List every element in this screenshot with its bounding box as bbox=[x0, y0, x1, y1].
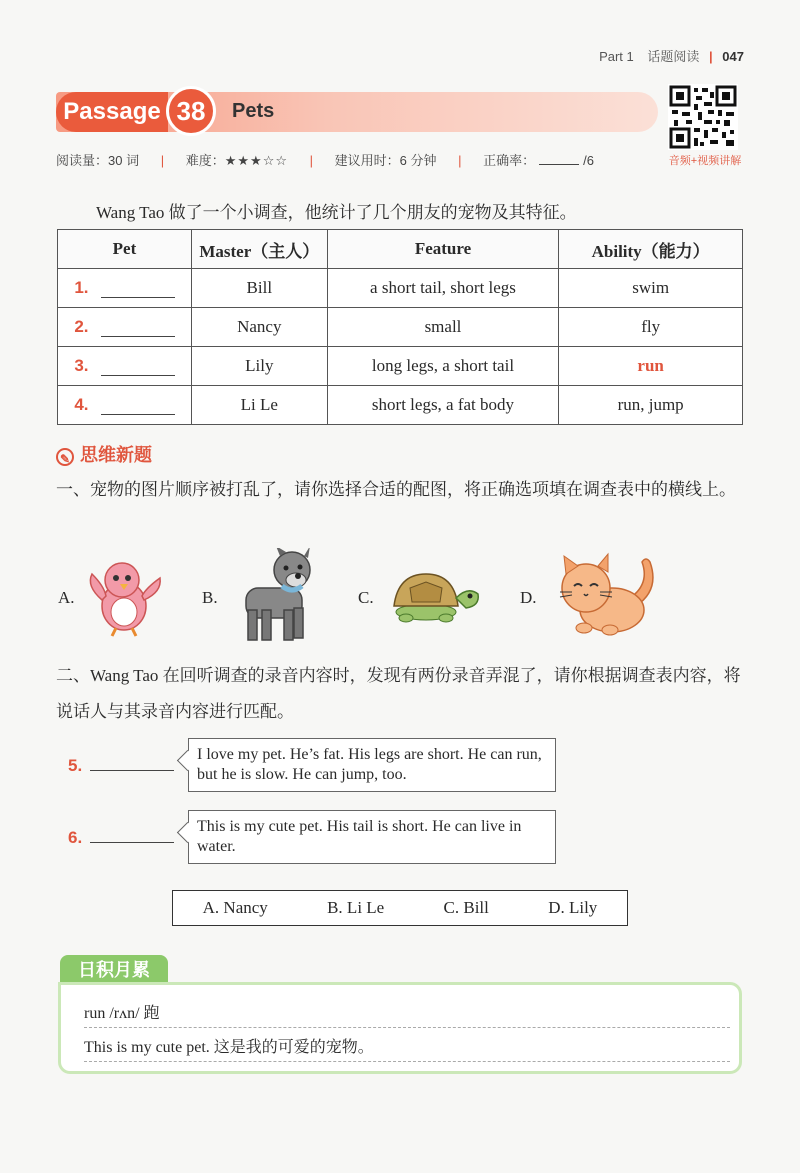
difficulty-label: 难度： bbox=[185, 153, 225, 168]
section-title bbox=[56, 441, 152, 467]
ability-cell: fly bbox=[559, 308, 743, 347]
daily-tag: 日积月累 bbox=[60, 955, 168, 985]
dog-icon bbox=[228, 548, 318, 649]
choice-b: B. Li Le bbox=[327, 898, 385, 917]
pet-answer-blank[interactable] bbox=[101, 359, 175, 376]
accuracy-label: 正确率： bbox=[483, 153, 536, 168]
ability-cell: swim bbox=[559, 269, 743, 308]
master-cell: Nancy bbox=[191, 308, 327, 347]
master-cell: Bill bbox=[191, 269, 327, 308]
pet-answer-blank[interactable] bbox=[101, 281, 175, 298]
intro-text: Wang Tao 做了一个小调查，他统计了几个朋友的宠物及其特征。 bbox=[96, 203, 577, 222]
option-d-label: D. bbox=[520, 588, 537, 607]
header-master: Master（主人） bbox=[191, 230, 327, 269]
passage-title: Pets bbox=[232, 100, 275, 122]
q5-speech-bubble: I love my pet. He’s fat. His legs are short. He can run, but he is slow. He can jump, too. bbox=[188, 738, 556, 792]
accuracy-total: /6 bbox=[583, 153, 594, 168]
page-number: 047 bbox=[722, 49, 744, 64]
master-cell: Li Le bbox=[191, 386, 327, 425]
feature-cell: short legs, a fat body bbox=[327, 386, 559, 425]
cat-icon bbox=[550, 550, 664, 645]
passage-number: 38 bbox=[166, 86, 216, 136]
q5-num-text: 5. bbox=[68, 756, 83, 775]
daily-line-2: This is my cute pet. 这是我的可爱的宠物。 bbox=[84, 1034, 730, 1062]
passage-meta: 阅读量：30 词 | 难度：★★★☆☆ | 建议用时：6 分钟 | 正确率： /6 bbox=[56, 153, 594, 168]
option-b-label: B. bbox=[202, 588, 218, 607]
qr-caption: 音频+视频讲解 bbox=[668, 155, 742, 167]
feature-cell: small bbox=[327, 308, 559, 347]
master-cell: Lily bbox=[191, 347, 327, 386]
survey-table bbox=[57, 229, 743, 425]
row-number: 4. bbox=[74, 395, 89, 414]
part-label: Part 1 bbox=[599, 49, 634, 64]
feature-cell: long legs, a short tail bbox=[327, 347, 559, 386]
q6-num-text: 6. bbox=[68, 828, 83, 847]
table-row bbox=[58, 386, 743, 425]
task2-instruction: 二、Wang Tao 在回听调查的录音内容时，发现有两份录音弄混了，请你根据调查表内容，将说话人与其录音内容进行匹配。 bbox=[56, 666, 741, 721]
accuracy-blank[interactable] bbox=[539, 164, 579, 165]
choice-a: A. Nancy bbox=[202, 898, 268, 917]
header-feature: Feature bbox=[327, 230, 559, 269]
row-number: 2. bbox=[74, 317, 89, 336]
section-title-text: 思维新题 bbox=[80, 445, 152, 465]
ability-cell-highlighted: run bbox=[559, 347, 743, 386]
pet-answer-blank[interactable] bbox=[101, 398, 175, 415]
bird-icon bbox=[84, 556, 164, 643]
header-ability: Ability（能力） bbox=[559, 230, 743, 269]
passage-label: Passage bbox=[56, 92, 168, 132]
feature-cell: a short tail, short legs bbox=[327, 269, 559, 308]
pet-answer-blank[interactable] bbox=[101, 320, 175, 337]
row-number: 3. bbox=[74, 356, 89, 375]
suggested-time: 建议用时：6 分钟 bbox=[334, 153, 437, 168]
q5-answer-blank[interactable] bbox=[90, 756, 174, 771]
choices-box bbox=[172, 890, 628, 926]
option-c-label: C. bbox=[358, 588, 374, 607]
table-row bbox=[58, 347, 743, 386]
q6-speech-bubble: This is my cute pet. His tail is short. He can live in water. bbox=[188, 810, 556, 864]
row-number: 1. bbox=[74, 278, 89, 297]
option-a-label: A. bbox=[58, 588, 75, 607]
daily-line-1: run /rʌn/ 跑 bbox=[84, 1000, 730, 1028]
q6-answer-blank[interactable] bbox=[90, 828, 174, 843]
ability-cell: run, jump bbox=[559, 386, 743, 425]
q5-number bbox=[68, 756, 174, 776]
section-label: 话题阅读 bbox=[647, 49, 700, 64]
table-row bbox=[58, 308, 743, 347]
word-count: 阅读量：30 词 bbox=[56, 153, 140, 168]
turtle-icon bbox=[384, 566, 482, 631]
choice-c: C. Bill bbox=[443, 898, 489, 917]
difficulty-stars-icon: ★★★☆☆ bbox=[224, 153, 289, 168]
q6-number bbox=[68, 828, 174, 848]
task1-instruction: 一、宠物的图片顺序被打乱了，请你选择合适的配图，将正确选项填在调查表中的横线上。 bbox=[56, 480, 736, 499]
lightbulb-icon: ✎ bbox=[56, 448, 74, 466]
qr-code-icon[interactable] bbox=[668, 84, 738, 150]
page-header: Part 1 话题阅读 | 047 bbox=[599, 49, 744, 64]
header-pet: Pet bbox=[58, 230, 192, 269]
choice-d: D. Lily bbox=[548, 898, 598, 917]
table-row bbox=[58, 269, 743, 308]
